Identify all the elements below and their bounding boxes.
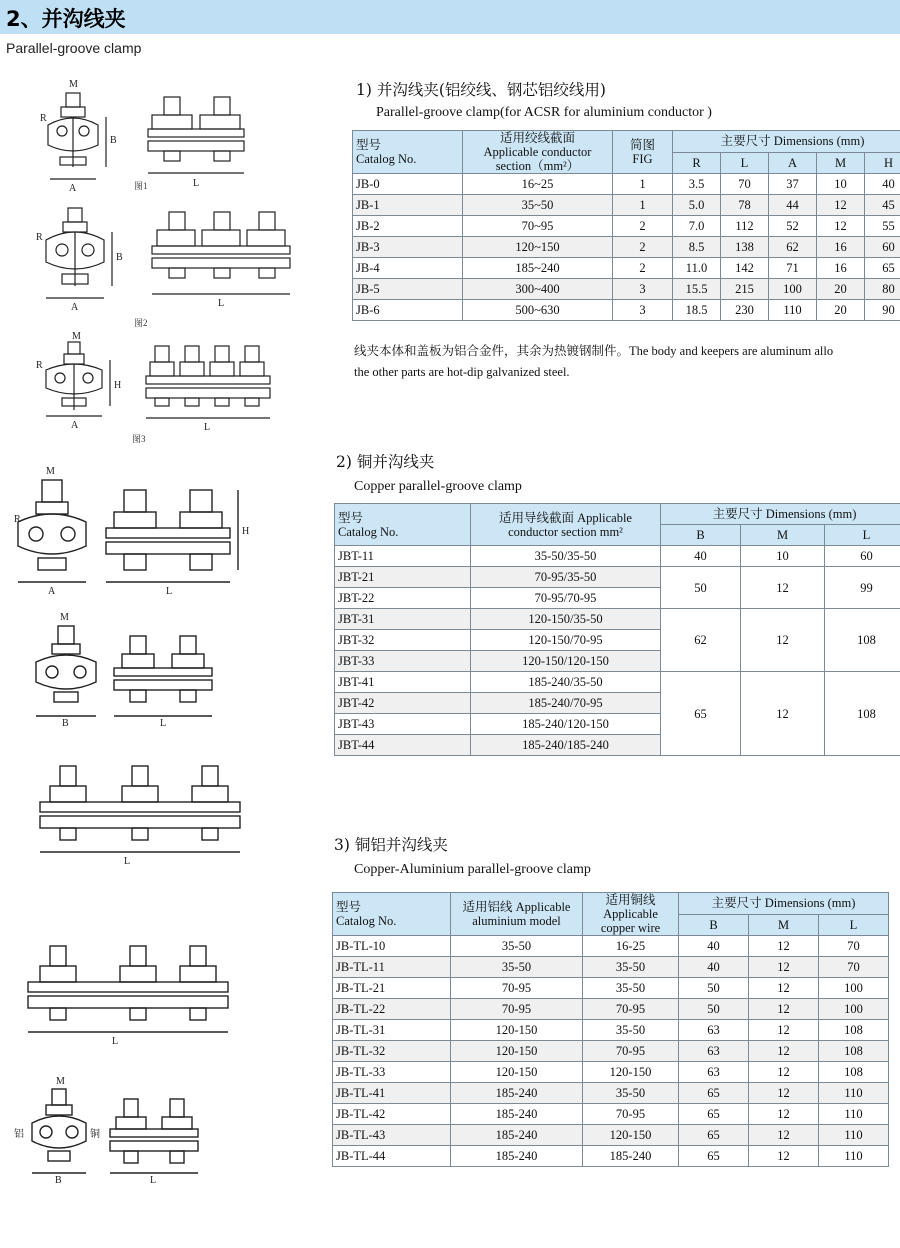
- table-cell: 120-150: [451, 1041, 583, 1062]
- table-cell: 35-50: [583, 1020, 679, 1041]
- table-cell: 300~400: [463, 279, 613, 300]
- dim-l-label: L: [124, 856, 131, 867]
- section1-note-line1: 线夹本体和盖板为铝合金件，其余为热镀钢制件。The body and keepers are aluminum allo: [354, 344, 834, 358]
- dims-header: 主要尺寸 Dimensions (mm): [679, 893, 889, 915]
- table-cell: 100: [819, 978, 889, 999]
- table-row: [333, 1041, 889, 1062]
- table-cell: 2: [613, 237, 673, 258]
- fig3-label: 图3: [132, 434, 146, 444]
- table-cell: 40: [865, 174, 900, 195]
- table-cell: 37: [769, 174, 817, 195]
- table-cell: 12: [749, 1104, 819, 1125]
- table-section1: [352, 130, 900, 321]
- copper-clamp-drawing-c: [30, 760, 260, 870]
- table-cell: 62: [661, 609, 741, 672]
- table-cell: 50: [679, 999, 749, 1020]
- table-cell: JB-0: [353, 174, 463, 195]
- table-cell: 108: [825, 609, 900, 672]
- table-cell: 70-95: [451, 999, 583, 1020]
- table-cell: 215: [721, 279, 769, 300]
- table-cell: JB-5: [353, 279, 463, 300]
- copper-header: 适用铜线 Applicable copper wire: [583, 893, 679, 936]
- table-section2: [334, 503, 900, 756]
- table-cell: 20: [817, 279, 865, 300]
- section3-title: 3) 铜铝并沟线夹: [334, 836, 448, 854]
- dim-l-label: L: [204, 422, 211, 433]
- table-row: [353, 279, 900, 300]
- cu-al-clamp-drawing-d: [20, 940, 250, 1050]
- col-b: B: [661, 525, 741, 546]
- table-cell: 65: [679, 1146, 749, 1167]
- table-cell: 500~630: [463, 300, 613, 321]
- table-cell: 12: [749, 1083, 819, 1104]
- table-cell: 63: [679, 1020, 749, 1041]
- table-cell: 65: [661, 672, 741, 756]
- col-h: H: [865, 152, 900, 174]
- table-cell: JB-TL-41: [333, 1083, 451, 1104]
- table-cell: 185-240/70-95: [471, 693, 661, 714]
- col-a: A: [769, 152, 817, 174]
- table-cell: 185-240: [451, 1104, 583, 1125]
- table-cell: JB-TL-33: [333, 1062, 451, 1083]
- table-cell: JB-1: [353, 195, 463, 216]
- table-cell: 12: [749, 1062, 819, 1083]
- table-cell: 3: [613, 300, 673, 321]
- table-cell: 12: [741, 672, 825, 756]
- table-row: [335, 609, 900, 630]
- table-cell: 10: [741, 546, 825, 567]
- col-l: L: [819, 914, 889, 936]
- table-cell: 65: [865, 258, 900, 279]
- section1-subtitle: Parallel-groove clamp(for ACSR for aluminium conductor ): [376, 105, 712, 120]
- table-row: [353, 174, 900, 195]
- table-cell: JBT-42: [335, 693, 471, 714]
- table-cell: 185~240: [463, 258, 613, 279]
- table-cell: 120-150/35-50: [471, 609, 661, 630]
- clamp-drawing-fig3: [34, 330, 304, 446]
- table-cell: JBT-21: [335, 567, 471, 588]
- table-cell: 12: [749, 1041, 819, 1062]
- table-cell: 185-240/185-240: [471, 735, 661, 756]
- dim-r-label: R: [36, 360, 43, 371]
- dim-h-label: H: [114, 380, 122, 391]
- table-cell: 70: [819, 957, 889, 978]
- col-m: M: [749, 914, 819, 936]
- aluminium-side-label: 铝: [14, 1129, 24, 1140]
- table-cell: 7.0: [673, 216, 721, 237]
- table-row: [353, 258, 900, 279]
- table-cell: 100: [769, 279, 817, 300]
- table-cell: 110: [819, 1104, 889, 1125]
- dim-b-label: B: [55, 1175, 62, 1185]
- table-cell: JBT-22: [335, 588, 471, 609]
- dim-l-label: L: [150, 1175, 157, 1185]
- table-cell: JBT-41: [335, 672, 471, 693]
- dim-a-label: A: [48, 586, 56, 597]
- table-cell: JB-TL-21: [333, 978, 451, 999]
- table-cell: 120-150: [451, 1062, 583, 1083]
- table-cell: 18.5: [673, 300, 721, 321]
- col-m: M: [817, 152, 865, 174]
- table-cell: 50: [679, 978, 749, 999]
- table-cell: JB-TL-43: [333, 1125, 451, 1146]
- table-cell: 45: [865, 195, 900, 216]
- table-cell: 65: [679, 1125, 749, 1146]
- table-cell: 2: [613, 216, 673, 237]
- table-cell: 40: [679, 957, 749, 978]
- fig1-label: 图1: [134, 181, 148, 191]
- table-cell: 138: [721, 237, 769, 258]
- table-cell: 70-95/70-95: [471, 588, 661, 609]
- table-cell: JBT-11: [335, 546, 471, 567]
- table-cell: 71: [769, 258, 817, 279]
- table-cell: 90: [865, 300, 900, 321]
- table-cell: 70-95: [583, 1104, 679, 1125]
- dim-l-label: L: [218, 298, 225, 309]
- table-cell: 1: [613, 174, 673, 195]
- copper-side-label: 铜: [90, 1129, 100, 1140]
- table-section3: [332, 892, 889, 1167]
- section2-title: 2) 铜并沟线夹: [336, 453, 435, 471]
- table-cell: 110: [819, 1146, 889, 1167]
- table-cell: 16: [817, 237, 865, 258]
- cu-al-clamp-drawing-e: [10, 1075, 240, 1185]
- table-cell: JBT-31: [335, 609, 471, 630]
- table-cell: 65: [679, 1083, 749, 1104]
- table-cell: 16: [817, 258, 865, 279]
- table-cell: 12: [749, 936, 819, 957]
- table-cell: 110: [769, 300, 817, 321]
- table-cell: 62: [769, 237, 817, 258]
- table-cell: 11.0: [673, 258, 721, 279]
- table-row: [353, 216, 900, 237]
- table-cell: 10: [817, 174, 865, 195]
- dims-header: 主要尺寸 Dimensions (mm): [661, 504, 900, 525]
- table-cell: 40: [661, 546, 741, 567]
- table-row: [333, 1104, 889, 1125]
- table-cell: 2: [613, 258, 673, 279]
- page-title: 2、并沟线夹: [6, 7, 126, 31]
- table-cell: 12: [749, 999, 819, 1020]
- table-cell: 20: [817, 300, 865, 321]
- table-row: [333, 978, 889, 999]
- table-cell: 12: [817, 216, 865, 237]
- table-cell: 12: [749, 957, 819, 978]
- table-cell: 80: [865, 279, 900, 300]
- table-cell: JB-TL-10: [333, 936, 451, 957]
- dim-r-label: R: [36, 232, 43, 243]
- table-cell: 3: [613, 279, 673, 300]
- table-cell: 35-50: [451, 957, 583, 978]
- table-cell: 60: [865, 237, 900, 258]
- table-cell: 35-50: [583, 957, 679, 978]
- col-l: L: [825, 525, 900, 546]
- copper-clamp-drawing-a: [10, 460, 280, 600]
- table-cell: 35-50: [583, 1083, 679, 1104]
- dim-a-label: A: [71, 420, 79, 431]
- table-cell: 110: [819, 1083, 889, 1104]
- table-cell: 16-25: [583, 936, 679, 957]
- table-cell: 55: [865, 216, 900, 237]
- col-m: M: [741, 525, 825, 546]
- dim-b-label: B: [116, 252, 123, 263]
- table-cell: 120-150/70-95: [471, 630, 661, 651]
- table-cell: 70-95: [583, 1041, 679, 1062]
- table-cell: 3.5: [673, 174, 721, 195]
- table-cell: 120-150/120-150: [471, 651, 661, 672]
- catalog-header: 型号 Catalog No.: [353, 131, 463, 174]
- section1-note-line2: the other parts are hot-dip galvanized steel.: [354, 365, 570, 379]
- table-cell: 78: [721, 195, 769, 216]
- table-cell: 50: [661, 567, 741, 609]
- table-cell: 108: [819, 1020, 889, 1041]
- table-cell: 60: [825, 546, 900, 567]
- table-cell: 70: [721, 174, 769, 195]
- table-row: [333, 1125, 889, 1146]
- table-row: [335, 672, 900, 693]
- section-header: 适用绞线截面 Applicable conductor section（mm²）: [463, 131, 613, 174]
- table-cell: JB-TL-32: [333, 1041, 451, 1062]
- table-row: [335, 546, 900, 567]
- table-row: [353, 237, 900, 258]
- fig2-label: 图2: [134, 318, 148, 328]
- dim-l-label: L: [193, 178, 200, 189]
- table-cell: 110: [819, 1125, 889, 1146]
- table-cell: 70~95: [463, 216, 613, 237]
- table-cell: 35-50/35-50: [471, 546, 661, 567]
- table-cell: 63: [679, 1062, 749, 1083]
- table-cell: 1: [613, 195, 673, 216]
- table-cell: 70-95/35-50: [471, 567, 661, 588]
- table-row: [333, 1062, 889, 1083]
- fig-header: 简图 FIG: [613, 131, 673, 174]
- table-row: [335, 567, 900, 588]
- table-cell: JB-3: [353, 237, 463, 258]
- aluminium-header: 适用铝线 Applicable aluminium model: [451, 893, 583, 936]
- table-cell: JB-TL-31: [333, 1020, 451, 1041]
- dim-h-label: H: [242, 526, 250, 537]
- table-cell: 12: [741, 567, 825, 609]
- table-row: [353, 300, 900, 321]
- table-cell: 108: [819, 1041, 889, 1062]
- section2-subtitle: Copper parallel-groove clamp: [354, 479, 522, 494]
- dim-b-label: B: [110, 135, 117, 146]
- table-cell: JBT-43: [335, 714, 471, 735]
- table-cell: 185-240: [451, 1125, 583, 1146]
- table-cell: JB-6: [353, 300, 463, 321]
- table-cell: 12: [741, 609, 825, 672]
- table-cell: 40: [679, 936, 749, 957]
- table-cell: 63: [679, 1041, 749, 1062]
- table-cell: 108: [819, 1062, 889, 1083]
- copper-clamp-drawing-b: [30, 612, 260, 732]
- table-cell: 230: [721, 300, 769, 321]
- table-cell: JB-4: [353, 258, 463, 279]
- table-cell: JBT-33: [335, 651, 471, 672]
- table-cell: 12: [749, 1020, 819, 1041]
- dim-m-label: M: [56, 1076, 65, 1087]
- table-cell: JBT-32: [335, 630, 471, 651]
- table-cell: 112: [721, 216, 769, 237]
- table-cell: 52: [769, 216, 817, 237]
- table-cell: 99: [825, 567, 900, 609]
- clamp-drawing-fig1: [38, 75, 308, 195]
- table-row: [353, 195, 900, 216]
- table-cell: JB-TL-22: [333, 999, 451, 1020]
- catalog-header: 型号 Catalog No.: [333, 893, 451, 936]
- section1-title: 1) 并沟线夹(铝绞线、钢芯铝绞线用): [356, 81, 606, 99]
- table-cell: JB-TL-44: [333, 1146, 451, 1167]
- table-cell: 5.0: [673, 195, 721, 216]
- table-cell: 65: [679, 1104, 749, 1125]
- dim-a-label: A: [69, 183, 77, 194]
- col-l: L: [721, 152, 769, 174]
- dim-l-label: L: [160, 718, 167, 729]
- dim-l-label: L: [166, 586, 173, 597]
- dim-l-label: L: [112, 1036, 119, 1047]
- col-r: R: [673, 152, 721, 174]
- dim-m-label: M: [60, 612, 69, 623]
- dim-m-label: M: [46, 466, 55, 477]
- table-cell: 35-50: [583, 978, 679, 999]
- col-b: B: [679, 914, 749, 936]
- table-row: [333, 1146, 889, 1167]
- table-row: [333, 1020, 889, 1041]
- table-cell: JB-TL-42: [333, 1104, 451, 1125]
- table-cell: 70-95: [451, 978, 583, 999]
- table-cell: 12: [817, 195, 865, 216]
- table-cell: 108: [825, 672, 900, 756]
- table-row: [333, 936, 889, 957]
- dim-m-label: M: [72, 331, 81, 342]
- dim-r-label: R: [14, 514, 21, 525]
- table-row: [333, 1083, 889, 1104]
- header-bar: [0, 0, 900, 34]
- table-cell: 12: [749, 978, 819, 999]
- dim-b-label: B: [62, 718, 69, 729]
- table-cell: 100: [819, 999, 889, 1020]
- table-cell: 185-240: [451, 1146, 583, 1167]
- table-cell: 12: [749, 1146, 819, 1167]
- table-row: [333, 999, 889, 1020]
- table-cell: JB-2: [353, 216, 463, 237]
- page-subtitle: Parallel-groove clamp: [6, 40, 142, 56]
- table-cell: 185-240/120-150: [471, 714, 661, 735]
- table-cell: 120-150: [451, 1020, 583, 1041]
- table-cell: JB-TL-11: [333, 957, 451, 978]
- table-cell: 142: [721, 258, 769, 279]
- table-row: [333, 957, 889, 978]
- dim-a-label: A: [71, 302, 79, 313]
- table-cell: JBT-44: [335, 735, 471, 756]
- table-cell: 120-150: [583, 1062, 679, 1083]
- table-cell: 12: [749, 1125, 819, 1146]
- table-cell: 44: [769, 195, 817, 216]
- table-cell: 35~50: [463, 195, 613, 216]
- table-cell: 16~25: [463, 174, 613, 195]
- table-cell: 70-95: [583, 999, 679, 1020]
- table-cell: 120~150: [463, 237, 613, 258]
- section3-subtitle: Copper-Aluminium parallel-groove clamp: [354, 862, 591, 877]
- table-cell: 185-240/35-50: [471, 672, 661, 693]
- catalog-header: 型号 Catalog No.: [335, 504, 471, 546]
- table-cell: 35-50: [451, 936, 583, 957]
- dim-m-label: M: [69, 79, 78, 90]
- section-header: 适用导线截面 Applicable conductor section mm²: [471, 504, 661, 546]
- dims-header: 主要尺寸 Dimensions (mm): [673, 131, 900, 153]
- table-cell: 70: [819, 936, 889, 957]
- table-cell: 185-240: [583, 1146, 679, 1167]
- table-cell: 185-240: [451, 1083, 583, 1104]
- clamp-drawing-fig2: [32, 190, 302, 330]
- table-cell: 15.5: [673, 279, 721, 300]
- dim-r-label: R: [40, 113, 47, 124]
- table-cell: 120-150: [583, 1125, 679, 1146]
- table-cell: 8.5: [673, 237, 721, 258]
